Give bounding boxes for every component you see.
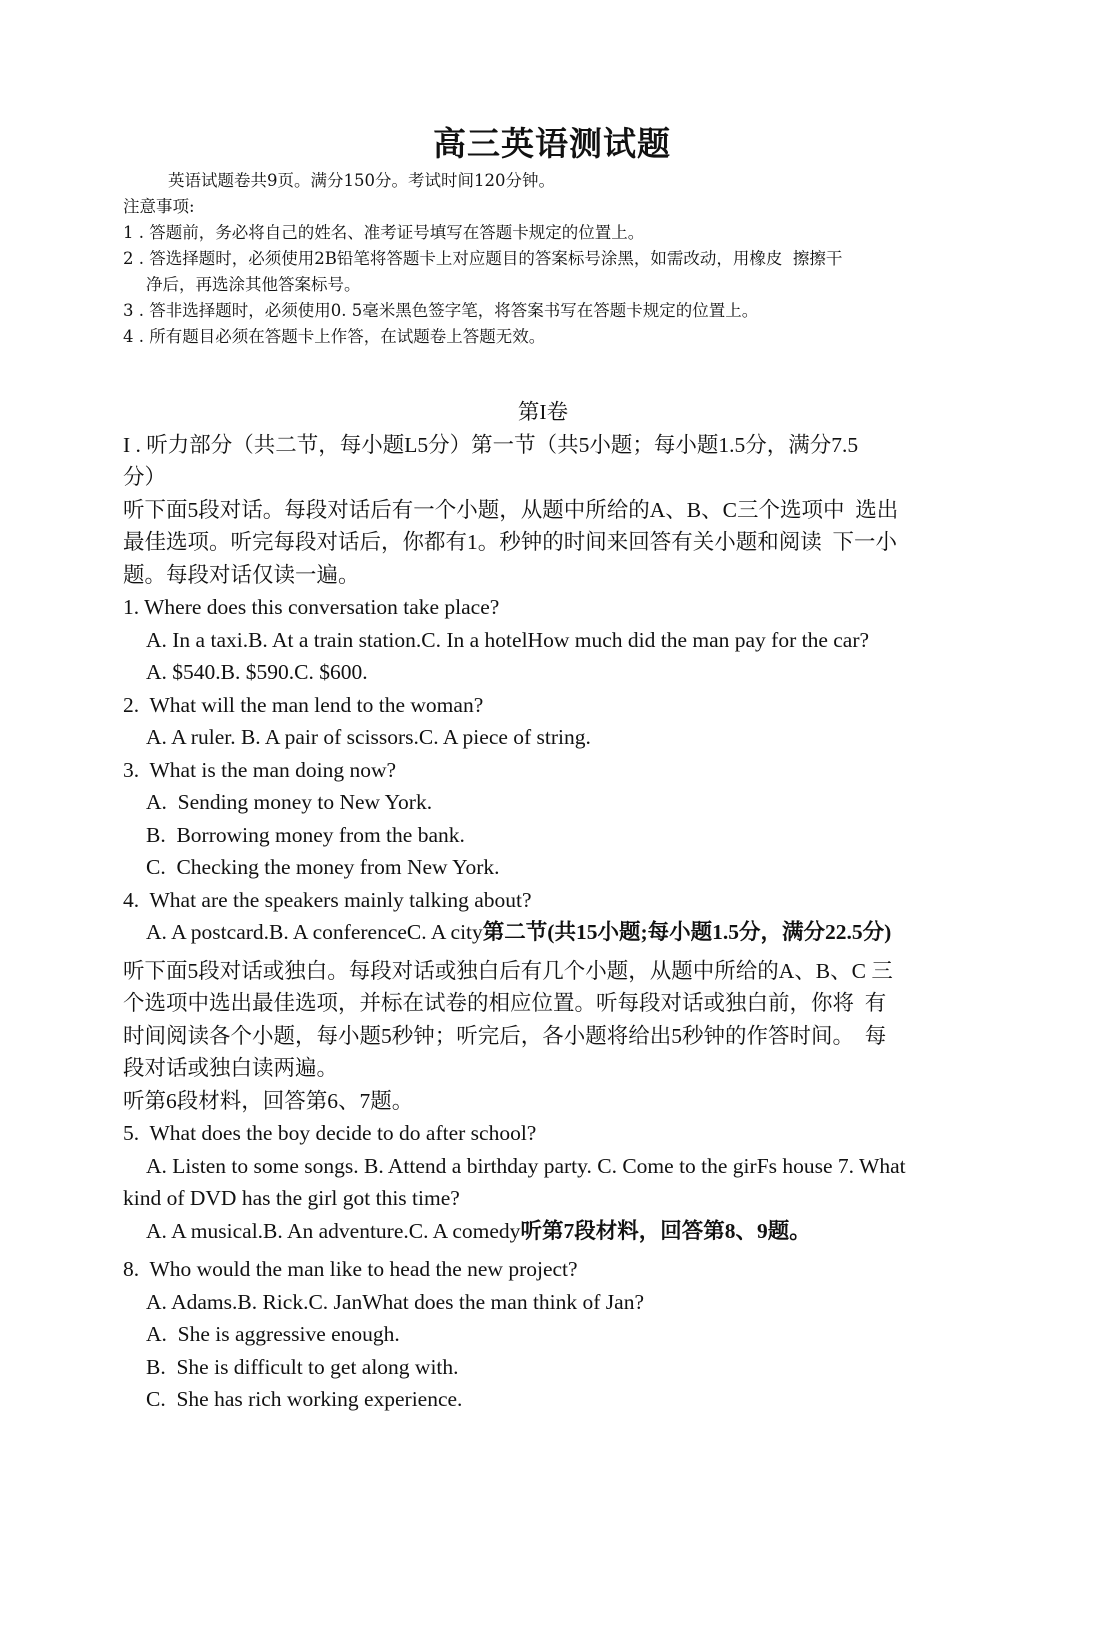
part2-instruction: 段对话或独白读两遍。 (123, 1056, 339, 1080)
section-heading: 第I卷 (517, 400, 569, 424)
part1-instruction: 题。每段对话仅读一遍。 (123, 562, 360, 587)
notice-item-continued: 净后，再选涂其他答案标号。 (146, 275, 361, 294)
question-5-options: A. Listen to some songs. B. Attend a birthday party. C. Come to the girFs house 7. What (146, 1153, 906, 1178)
question-9-option-b: B. She is difficult to get along with. (146, 1354, 459, 1379)
question-1-options: A. In a taxi.B. At a train station.C. In a hotelHow much did the man pay for the car? (146, 627, 870, 652)
question-4: 4. What are the speakers mainly talking about? (123, 887, 532, 912)
notice-item: 3 . 答非选择题时，必须使用0. 5毫米黑色签字笔，将答案书写在答题卡规定的位置上。 (123, 301, 759, 320)
question-7-stem-continued: kind of DVD has the girl got this time? (123, 1186, 460, 1210)
notice-item: 2 . 答选择题时，必须使用2B铅笔将答题卡上对应题目的答案标号涂黑，如需改动，用橡皮 擦擦干 (123, 249, 843, 268)
question-3-option-a: A. Sending money to New York. (146, 790, 433, 814)
part1-instruction: 最佳选项。听完每段对话后，你都有1。秒钟的时间来回答有关小题和阅读 下一小 (123, 530, 898, 554)
part2-instruction: 时间阅读各个小题，每小题5秒钟；听完后，各小题将给出5秒钟的作答时间。 每 (123, 1023, 887, 1048)
question-3-option-c: C. Checking the money from New York. (146, 855, 500, 879)
question-3: 3. What is the man doing now? (123, 757, 397, 782)
material-6-heading: 听第6段材料，回答第6、7题。 (123, 1088, 414, 1113)
question-9-option-c: C. She has rich working experience. (146, 1387, 463, 1411)
question-4-options (123, 916, 1003, 949)
question-9-option-a: A. She is aggressive enough. (146, 1322, 400, 1346)
question-4-options-text: A. A postcard.B. A conferenceC. A city (146, 920, 483, 944)
question-7-options-text: A. A musical.B. An adventure.C. A comedy (146, 1218, 521, 1243)
question-1b-options: A. $540.B. $590.C. $600. (146, 660, 368, 684)
notice-item: 1 . 答题前，务必将自己的姓名、准考证号填写在答题卡规定的位置上。 (123, 223, 645, 242)
question-5: 5. What does the boy decide to do after school? (123, 1121, 537, 1145)
question-3-option-b: B. Borrowing money from the bank. (146, 822, 465, 847)
question-8: 8. Who would the man like to head the new project? (123, 1257, 578, 1281)
part2-instruction: 个选项中选出最佳选项，并标在试卷的相应位置。听每段对话或独白前，你将 有 (123, 991, 887, 1015)
exam-body (123, 396, 1003, 1416)
part1-instruction: 听下面5段对话。每段对话后有一个小题，从题中所给的A、B、C三个选项中 选出 (123, 497, 899, 522)
question-8-options: A. Adams.B. Rick.C. JanWhat does the man think of Jan? (146, 1289, 645, 1314)
material-7-heading: 听第7段材料，回答第8、9题。 (520, 1218, 811, 1243)
part1-heading-continued: 分） (123, 465, 167, 489)
exam-instructions (123, 168, 1003, 350)
question-2-options: A. A ruler. B. A pair of scissors.C. A piece of string. (146, 725, 591, 749)
exam-summary: 英语试题卷共9页。满分150分。考试时间120分钟。 (168, 171, 555, 190)
question-1: 1. Where does this conversation take place? (123, 595, 500, 619)
section-2-heading: 第二节(共15小题;每小题1.5分，满分22.5分) (482, 920, 892, 944)
notice-item: 4 . 所有题目必须在答题卡上作答，在试题卷上答题无效。 (123, 327, 546, 346)
question-2: 2. What will the man lend to the woman? (123, 692, 484, 717)
part2-instruction: 听下面5段对话或独白。每段对话或独白后有几个小题，从题中所给的A、B、C 三 (123, 958, 893, 983)
question-7-options (123, 1215, 1003, 1248)
part1-heading: I . 听力部分（共二节，每小题L5分）第一节（共5小题；每小题1.5分，满分7.5 (123, 432, 859, 457)
exam-title: 高三英语测试题 (433, 124, 671, 163)
notice-heading: 注意事项: (123, 197, 195, 216)
